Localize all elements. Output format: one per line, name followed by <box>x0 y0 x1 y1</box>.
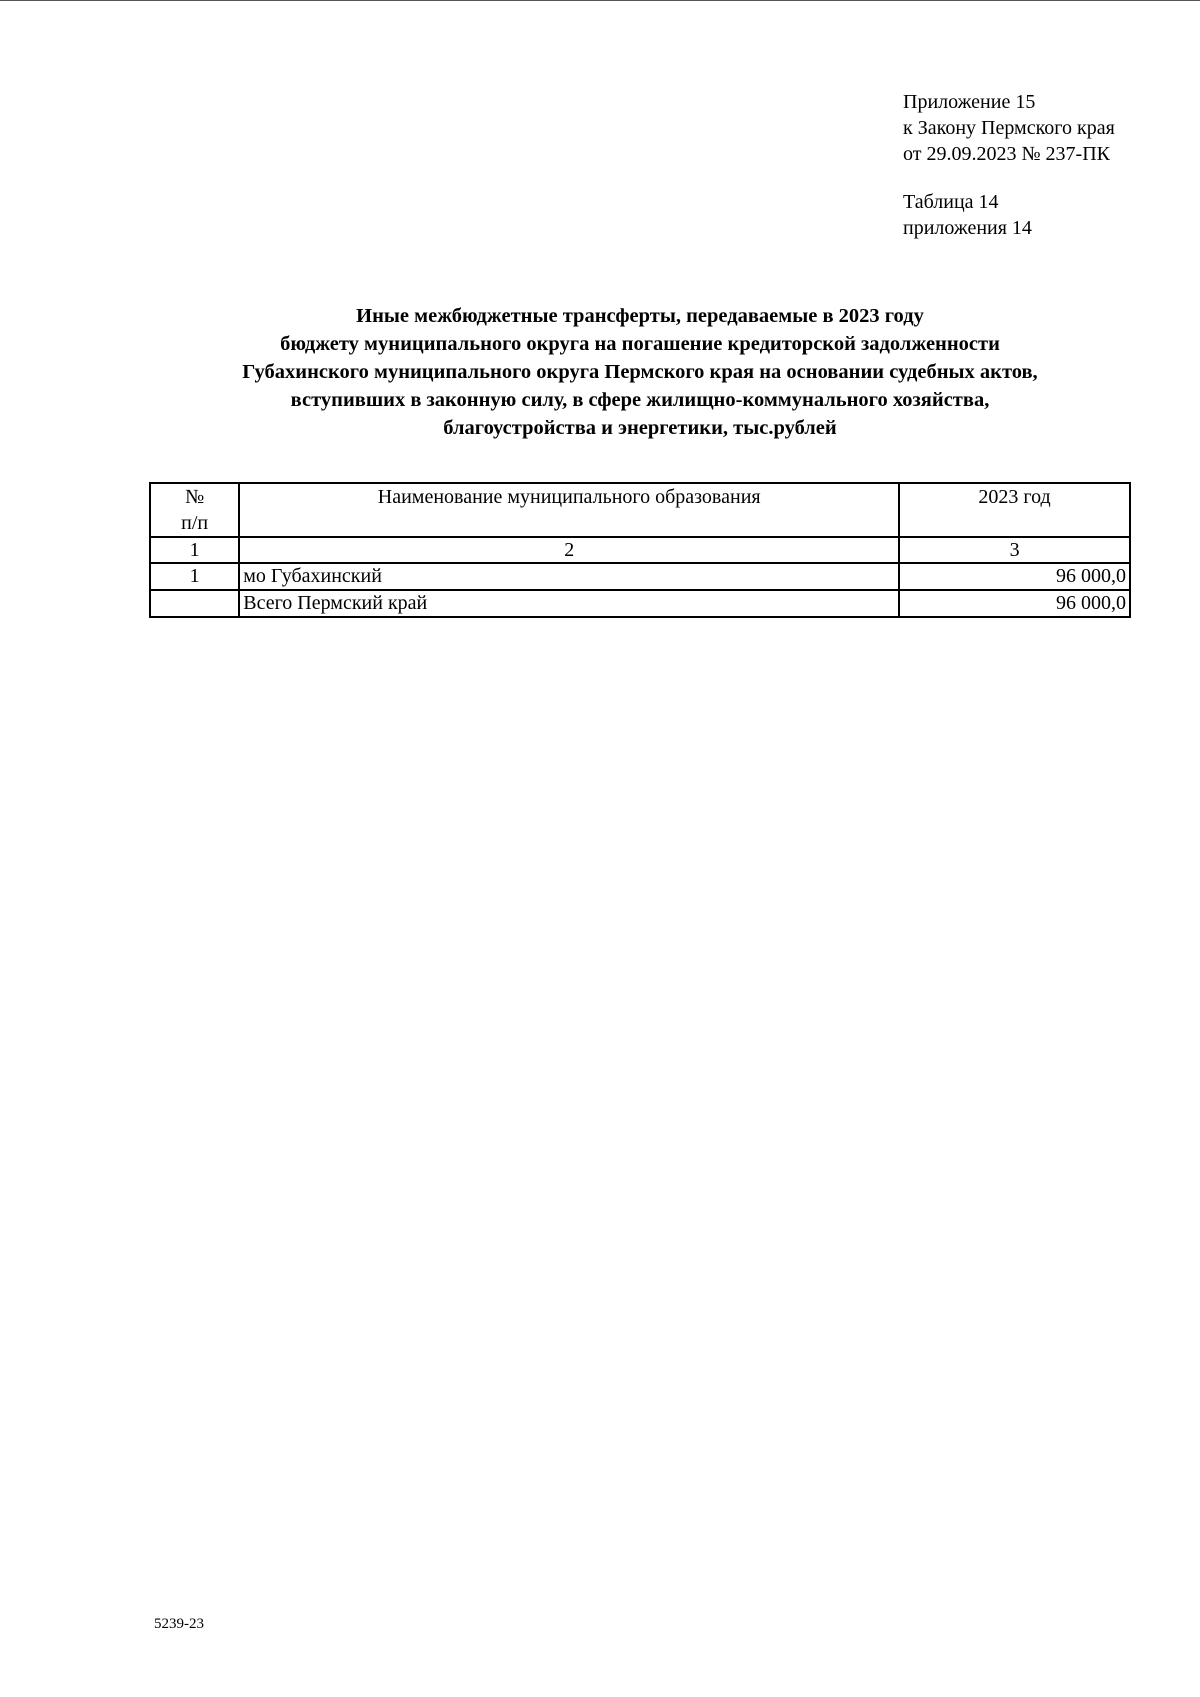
transfers-table <box>149 482 1131 618</box>
title-line-1: Иные межбюджетные трансферты, передаваемые в 2023 году <box>356 305 924 327</box>
header-name: Наименование муниципального образования <box>239 483 899 537</box>
table-number: Таблица 14 <box>903 191 999 213</box>
total-name: Всего Пермский край <box>239 590 899 617</box>
table-appendix-ref: приложения 14 <box>903 217 1032 239</box>
header-num <box>150 483 239 537</box>
appendix-number: Приложение 15 <box>903 91 1036 113</box>
column-index-3: 3 <box>899 537 1130 563</box>
appendix-law-date: от 29.09.2023 № 237-ПК <box>903 143 1111 165</box>
column-index-1: 1 <box>150 537 239 563</box>
table-total-row <box>150 590 1130 617</box>
title-line-3: Губахинского муниципального округа Пермского края на основании судебных актов, <box>242 361 1038 383</box>
appendix-reference <box>903 89 1115 241</box>
header-year: 2023 год <box>899 483 1130 537</box>
column-index-2: 2 <box>239 537 899 563</box>
row-num: 1 <box>150 563 239 590</box>
table-header-row <box>150 483 1130 537</box>
document-title <box>160 302 1120 442</box>
header-num-symbol: № <box>185 486 205 508</box>
page-top-edge <box>0 0 1200 1</box>
column-index-row <box>150 537 1130 563</box>
title-line-5: благоустройства и энергетики, тыс.рублей <box>443 417 837 439</box>
row-name: мо Губахинский <box>239 563 899 590</box>
total-value: 96 000,0 <box>899 590 1130 617</box>
header-num-abbr: п/п <box>181 512 209 534</box>
title-line-4: вступивших в законную силу, в сфере жилищно-коммунального хозяйства, <box>290 389 990 411</box>
table-row <box>150 563 1130 590</box>
total-num <box>150 590 239 617</box>
document-code: 5239-23 <box>154 1616 204 1632</box>
appendix-law-ref: к Закону Пермского края <box>903 117 1115 139</box>
title-line-2: бюджету муниципального округа на погашение кредиторской задолженности <box>280 333 1000 355</box>
row-value: 96 000,0 <box>899 563 1130 590</box>
